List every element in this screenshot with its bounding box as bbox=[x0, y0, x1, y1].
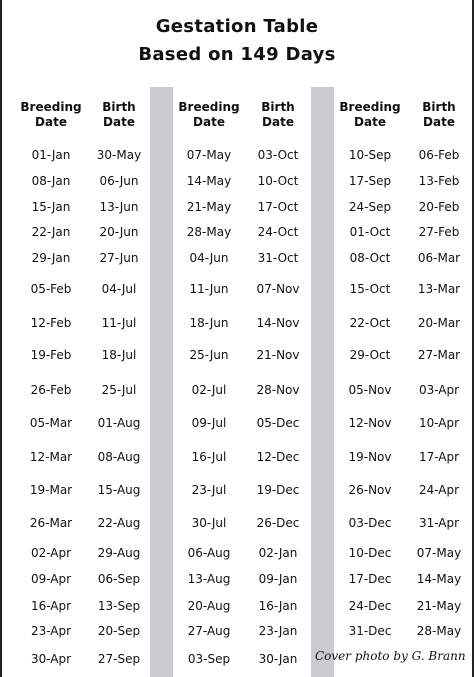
breeding-date-cell: 02-Jul bbox=[191, 383, 227, 397]
birth-date-cell: 25-Jul bbox=[101, 383, 137, 397]
breeding-date-cell: 07-May bbox=[186, 148, 232, 162]
birth-date-cell: 13-Sep bbox=[97, 599, 141, 613]
breeding-date-cell: 24-Dec bbox=[348, 599, 392, 613]
breeding-date-cell: 19-Feb bbox=[30, 348, 72, 362]
birth-date-cell: 27-Sep bbox=[97, 652, 141, 666]
breeding-date-cell: 26-Feb bbox=[30, 383, 72, 397]
birth-date-cell: 29-Aug bbox=[97, 546, 141, 560]
breeding-date-header: Breeding Date bbox=[339, 100, 401, 129]
birth-date-cell: 31-Oct bbox=[257, 251, 299, 265]
separator-band-1 bbox=[150, 87, 173, 677]
breeding-date-cell: 16-Jul bbox=[191, 450, 227, 464]
breeding-date-cell: 20-Aug bbox=[187, 599, 231, 613]
breeding-date-cell: 15-Oct bbox=[349, 282, 391, 296]
breeding-date-cell: 05-Nov bbox=[348, 383, 392, 397]
breeding-date-cell: 08-Jan bbox=[31, 174, 71, 188]
birth-date-cell: 20-Jun bbox=[99, 225, 139, 239]
birth-date-cell: 01-Aug bbox=[97, 416, 141, 430]
birth-date-cell: 13-Feb bbox=[418, 174, 460, 188]
birth-date-cell: 28-Nov bbox=[256, 383, 300, 397]
birth-date-cell: 20-Sep bbox=[97, 624, 141, 638]
birth-date-cell: 28-May bbox=[416, 624, 462, 638]
birth-date-cell: 08-Aug bbox=[97, 450, 141, 464]
breeding-date-cell: 27-Aug bbox=[187, 624, 231, 638]
birth-date-cell: 20-Feb bbox=[418, 200, 460, 214]
birth-date-cell: 23-Jan bbox=[258, 624, 298, 638]
breeding-date-cell: 21-May bbox=[186, 200, 232, 214]
breeding-date-cell: 10-Sep bbox=[348, 148, 392, 162]
birth-date-cell: 27-Mar bbox=[417, 348, 461, 362]
breeding-date-cell: 19-Nov bbox=[348, 450, 392, 464]
birth-date-cell: 06-Sep bbox=[97, 572, 141, 586]
breeding-date-cell: 05-Mar bbox=[29, 416, 73, 430]
breeding-date-cell: 11-Jun bbox=[189, 282, 229, 296]
breeding-date-cell: 24-Sep bbox=[348, 200, 392, 214]
birth-date-cell: 20-Mar bbox=[417, 316, 461, 330]
title-line-1: Gestation Table bbox=[155, 16, 319, 37]
breeding-date-cell: 30-Jul bbox=[191, 516, 227, 530]
birth-date-cell: 27-Feb bbox=[418, 225, 460, 239]
breeding-date-cell: 12-Mar bbox=[29, 450, 73, 464]
breeding-date-cell: 12-Feb bbox=[30, 316, 72, 330]
birth-date-cell: 02-Jan bbox=[258, 546, 298, 560]
breeding-date-cell: 02-Apr bbox=[30, 546, 72, 560]
birth-date-cell: 13-Jun bbox=[99, 200, 139, 214]
birth-date-cell: 16-Jan bbox=[258, 599, 298, 613]
birth-date-cell: 14-Nov bbox=[256, 316, 300, 330]
breeding-date-cell: 26-Nov bbox=[348, 483, 392, 497]
breeding-date-cell: 26-Mar bbox=[29, 516, 73, 530]
birth-date-cell: 30-May bbox=[96, 148, 142, 162]
birth-date-cell: 18-Jul bbox=[101, 348, 137, 362]
birth-date-cell: 24-Oct bbox=[257, 225, 299, 239]
birth-date-cell: 07-Nov bbox=[256, 282, 300, 296]
birth-date-header: Birth Date bbox=[102, 100, 136, 129]
breeding-date-cell: 12-Nov bbox=[348, 416, 392, 430]
birth-date-cell: 03-Oct bbox=[257, 148, 299, 162]
birth-date-cell: 12-Dec bbox=[256, 450, 300, 464]
breeding-date-cell: 16-Apr bbox=[30, 599, 72, 613]
birth-date-cell: 17-Oct bbox=[257, 200, 299, 214]
breeding-date-cell: 31-Dec bbox=[348, 624, 392, 638]
birth-date-cell: 04-Jul bbox=[101, 282, 137, 296]
photo-credit: Cover photo by G. Brann bbox=[315, 649, 466, 663]
breeding-date-cell: 08-Oct bbox=[349, 251, 391, 265]
breeding-date-cell: 25-Jun bbox=[189, 348, 229, 362]
breeding-date-cell: 04-Jun bbox=[189, 251, 229, 265]
birth-date-cell: 06-Jun bbox=[99, 174, 139, 188]
birth-date-cell: 19-Dec bbox=[256, 483, 300, 497]
birth-date-cell: 06-Feb bbox=[418, 148, 460, 162]
birth-date-cell: 31-Apr bbox=[418, 516, 460, 530]
birth-date-header: Birth Date bbox=[422, 100, 456, 129]
birth-date-cell: 15-Aug bbox=[97, 483, 141, 497]
birth-date-cell: 06-Mar bbox=[417, 251, 461, 265]
breeding-date-cell: 29-Jan bbox=[31, 251, 71, 265]
birth-date-cell: 21-May bbox=[416, 599, 462, 613]
birth-date-cell: 24-Apr bbox=[418, 483, 460, 497]
birth-date-cell: 03-Apr bbox=[418, 383, 460, 397]
breeding-date-cell: 15-Jan bbox=[31, 200, 71, 214]
breeding-date-cell: 22-Oct bbox=[349, 316, 391, 330]
breeding-date-cell: 17-Sep bbox=[348, 174, 392, 188]
breeding-date-cell: 30-Apr bbox=[30, 652, 72, 666]
birth-date-cell: 07-May bbox=[416, 546, 462, 560]
birth-date-cell: 11-Jul bbox=[101, 316, 137, 330]
birth-date-cell: 10-Apr bbox=[418, 416, 460, 430]
birth-date-cell: 05-Dec bbox=[256, 416, 300, 430]
breeding-date-header: Breeding Date bbox=[20, 100, 82, 129]
breeding-date-cell: 06-Aug bbox=[187, 546, 231, 560]
separator-band-2 bbox=[311, 87, 334, 677]
breeding-date-cell: 01-Oct bbox=[349, 225, 391, 239]
birth-date-header: Birth Date bbox=[261, 100, 295, 129]
breeding-date-cell: 14-May bbox=[186, 174, 232, 188]
breeding-date-cell: 09-Apr bbox=[30, 572, 72, 586]
birth-date-cell: 22-Aug bbox=[97, 516, 141, 530]
breeding-date-cell: 10-Dec bbox=[348, 546, 392, 560]
breeding-date-cell: 18-Jun bbox=[189, 316, 229, 330]
breeding-date-cell: 17-Dec bbox=[348, 572, 392, 586]
birth-date-cell: 09-Jan bbox=[258, 572, 298, 586]
breeding-date-cell: 19-Mar bbox=[29, 483, 73, 497]
birth-date-cell: 27-Jun bbox=[99, 251, 139, 265]
breeding-date-cell: 05-Feb bbox=[30, 282, 72, 296]
birth-date-cell: 21-Nov bbox=[256, 348, 300, 362]
breeding-date-header: Breeding Date bbox=[178, 100, 240, 129]
breeding-date-cell: 13-Aug bbox=[187, 572, 231, 586]
breeding-date-cell: 03-Dec bbox=[348, 516, 392, 530]
breeding-date-cell: 28-May bbox=[186, 225, 232, 239]
birth-date-cell: 14-May bbox=[416, 572, 462, 586]
breeding-date-cell: 23-Jul bbox=[191, 483, 227, 497]
breeding-date-cell: 09-Jul bbox=[191, 416, 227, 430]
breeding-date-cell: 03-Sep bbox=[187, 652, 231, 666]
breeding-date-cell: 29-Oct bbox=[349, 348, 391, 362]
breeding-date-cell: 23-Apr bbox=[30, 624, 72, 638]
birth-date-cell: 30-Jan bbox=[258, 652, 298, 666]
birth-date-cell: 10-Oct bbox=[257, 174, 299, 188]
breeding-date-cell: 22-Jan bbox=[31, 225, 71, 239]
birth-date-cell: 13-Mar bbox=[417, 282, 461, 296]
breeding-date-cell: 01-Jan bbox=[31, 148, 71, 162]
title-line-2: Based on 149 Days bbox=[138, 44, 336, 65]
birth-date-cell: 17-Apr bbox=[418, 450, 460, 464]
birth-date-cell: 26-Dec bbox=[256, 516, 300, 530]
